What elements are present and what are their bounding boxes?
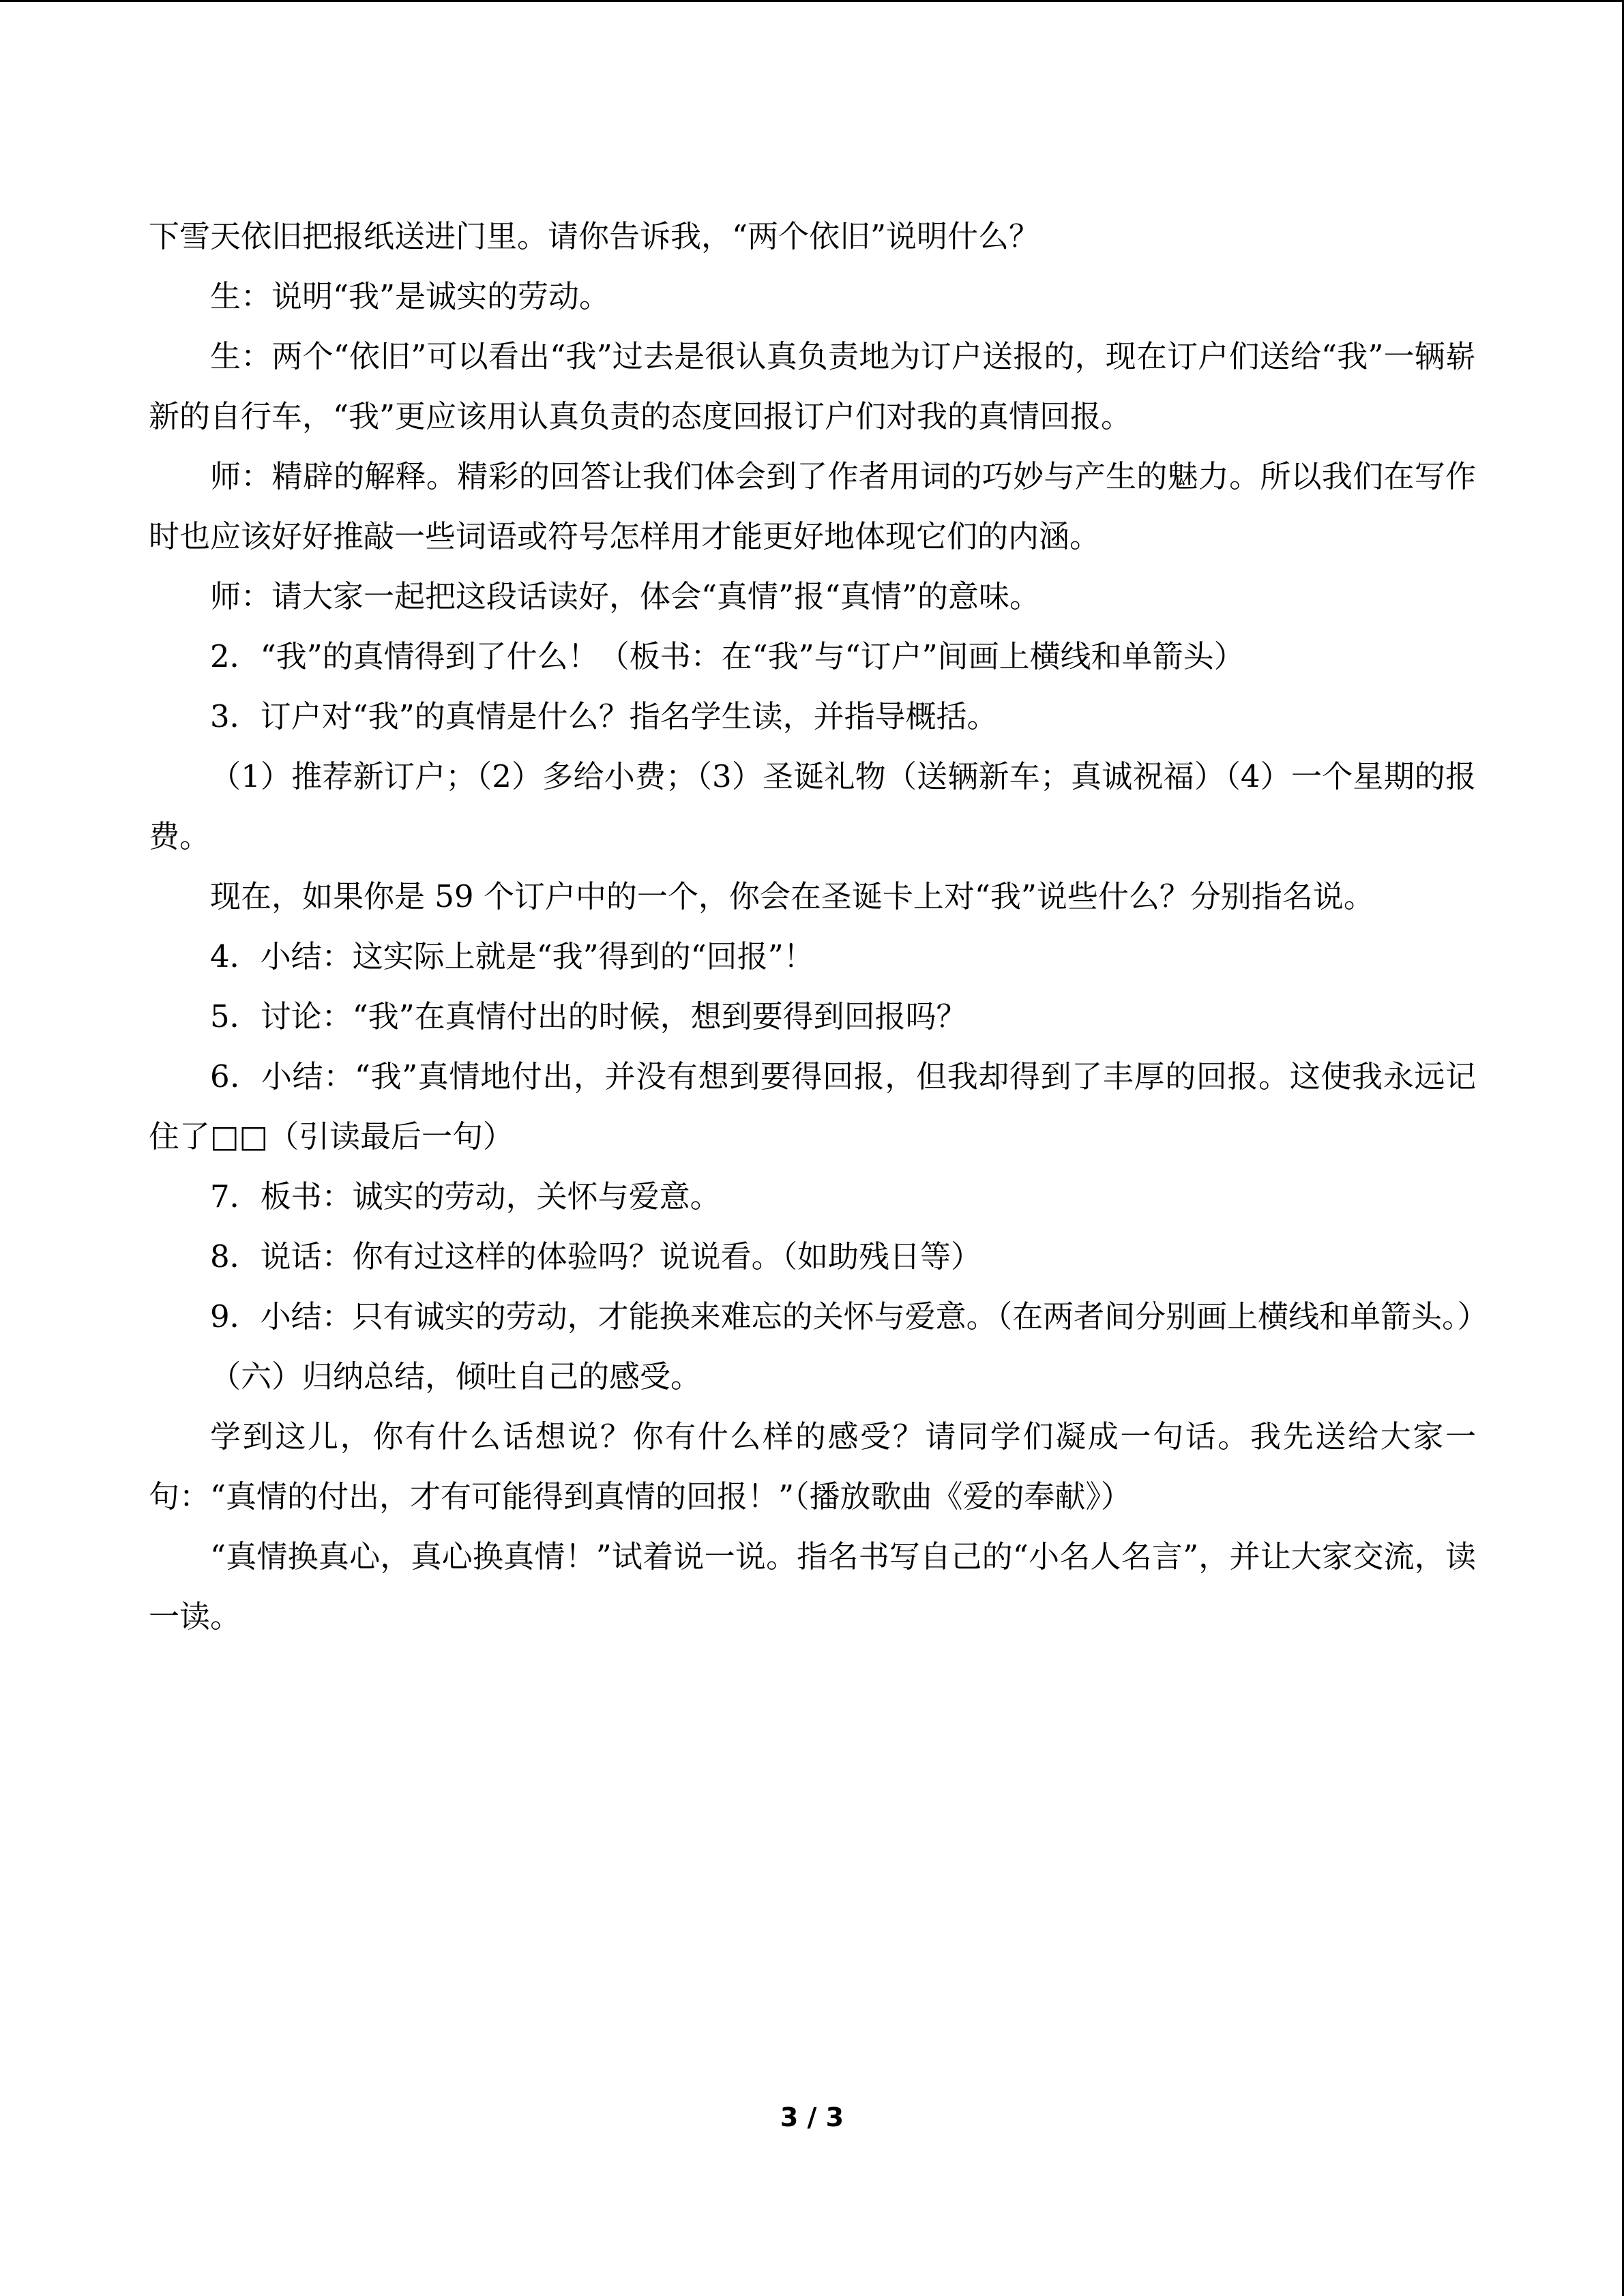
paragraph-10: 4．小结：这实际上就是“我”得到的“回报”！ [210, 938, 814, 974]
paragraph-8: （1）推荐新订户；（2）多给小费；（3）圣诞礼物（送辆新车；真诚祝福）（4）一个星期的报费。 [149, 758, 1476, 854]
paragraph-12: 6．小结：“我”真情地付出，并没有想到要得回报，但我却得到了丰厚的回报。这使我永远记住了□□（引读最后一句） [149, 1058, 1476, 1154]
paragraph-4: 师：精辟的解释。精彩的回答让我们体会到了作者用词的巧妙与产生的魅力。所以我们在写作时也应该好好推敲一些词语或符号怎样用才能更好地体现它们的内涵。 [149, 458, 1476, 554]
paragraph-13: 7．板书：诚实的劳动，关怀与爱意。 [210, 1178, 721, 1214]
paragraph-11: 5．讨论：“我”在真情付出的时候，想到要得到回报吗？ [210, 998, 967, 1034]
document-body [149, 207, 1488, 1647]
page-number: 3 / 3 [780, 2102, 844, 2132]
paragraph-7: 3．订户对“我”的真情是什么？指名学生读，并指导概括。 [210, 698, 998, 734]
paragraph-5: 师：请大家一起把这段话读好，体会“真情”报“真情”的意味。 [210, 578, 1041, 614]
paragraph-16: （六）归纳总结，倾吐自己的感受。 [210, 1358, 702, 1395]
paragraph-9: 现在，如果你是 59 个订户中的一个，你会在圣诞卡上对“我”说些什么？分别指名说。 [210, 878, 1374, 914]
paragraph-1: 下雪天依旧把报纸送进门里。请你告诉我，“两个依旧”说明什么？ [149, 218, 1040, 254]
paragraph-17: 学到这儿，你有什么话想说？你有什么样的感受？请同学们凝成一句话。我先送给大家一句：“真情的付出，才有可能得到真情的回报！”（播放歌曲《爱的奉献》） [149, 1418, 1476, 1515]
paragraph-15: 9．小结：只有诚实的劳动，才能换来难忘的关怀与爱意。（在两者间分别画上横线和单箭头。） [210, 1298, 1488, 1335]
paragraph-2: 生：说明“我”是诚实的劳动。 [210, 278, 610, 314]
paragraph-18: “真情换真心，真心换真情！”试着说一说。指名书写自己的“小名人名言”，并让大家交流，读一读。 [149, 1538, 1476, 1635]
paragraph-3: 生：两个“依旧”可以看出“我”过去是很认真负责地为订户送报的，现在订户们送给“我”一辆崭新的自行车，“我”更应该用认真负责的态度回报订户们对我的真情回报。 [149, 338, 1476, 434]
paragraph-14: 8．说话：你有过这样的体验吗？说说看。（如助残日等） [210, 1238, 982, 1274]
paragraph-6: 2．“我”的真情得到了什么！（板书：在“我”与“订户”间画上横线和单箭头） [210, 638, 1245, 674]
